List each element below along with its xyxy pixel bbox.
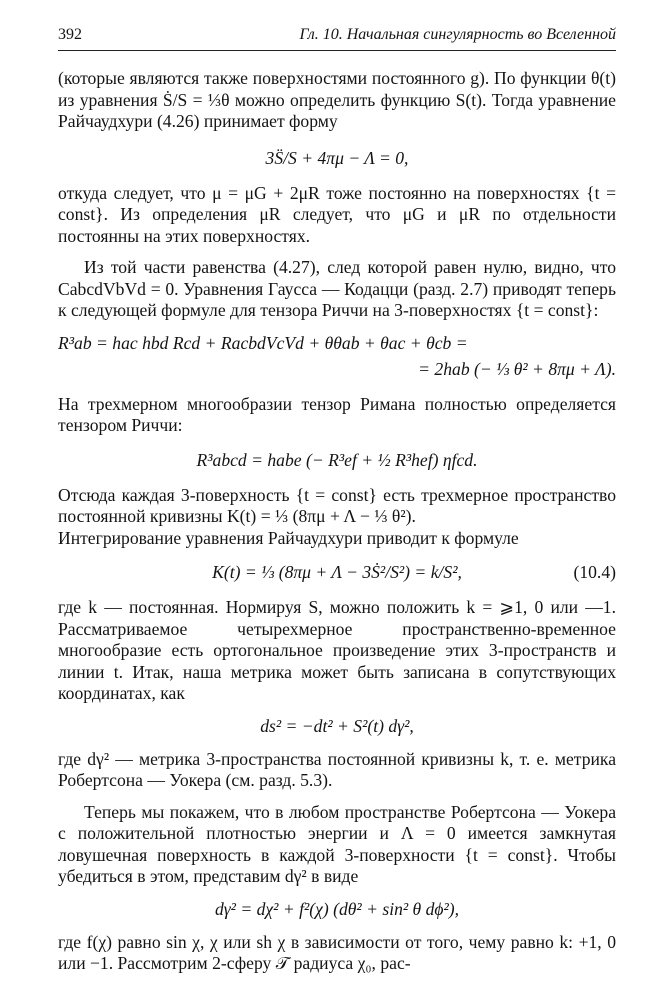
page-number: 392 xyxy=(58,26,82,43)
running-title: Гл. 10. Начальная сингулярность во Вселенной xyxy=(299,26,616,43)
paragraph-9: Теперь мы покажем, что в любом пространстве Робертсона — Уокера с положительной плотностью энергии и Λ = 0 имеется замкнутая ловушечная поверхность в каждой 3-поверхности {t = const}. Чтобы убедиться в этом, представим dγ² в виде xyxy=(58,801,616,886)
paragraph-3: Из той части равенства (4.27), след которой равен нулю, видно, что CabcdVbVd = 0. Уравнения Гаусса — Кодацци (разд. 2.7) приводят теперь к следующей формуле для тензора Риччи на 3-поверхностях {t = const}: xyxy=(58,257,616,320)
paragraph-8: где dγ² — метрика 3-пространства постоянной кривизны k, т. е. метрика Робертсона — Уокера (см. разд. 5.3). xyxy=(58,748,616,790)
paragraph-7: где k — постоянная. Нормируя S, можно положить k = ⩾1, 0 или —1. Рассматриваемое четырехмерное пространственно-временное многообразие есть ортогональное произведение этих 3-пространств и линии t. Итак, наша метрика может быть записана в сопутствующих координатах, как xyxy=(58,597,616,703)
equation-metric: ds² = −dt² + S²(t) dγ², xyxy=(260,715,414,736)
paragraph-6: Интегрирование уравнения Райчаудхури приводит к формуле xyxy=(58,527,519,548)
paragraph-1: (которые являются также поверхностями постоянного g). По функции θ(t) из уравнения Ṡ/S = ⅓θ можно определить функцию S(t). Тогда уравнение Райчаудхури (4.26) принимает форму xyxy=(58,68,616,131)
equation-ricci-line-1: R³ab = hac hbd Rcd + RacbdVcVd + θθab + θac + θcb = xyxy=(58,332,468,353)
equation-number: (10.4) xyxy=(573,562,616,582)
header-rule xyxy=(58,50,616,51)
paragraph-5: Отсюда каждая 3-поверхность {t = const} есть трехмерное пространство постоянной кривизны K(t) = ⅓ (8πμ + Λ − ⅓ θ²). xyxy=(58,484,616,526)
book-page xyxy=(58,26,616,975)
equation-ricci-line-2: = 2hab (− ⅓ θ² + 8πμ + Λ). xyxy=(418,358,616,379)
equation-10-4-body: K(t) = ⅓ (8πμ + Λ − 3Ṡ²/S²) = k/S², xyxy=(212,562,462,582)
paragraph-2: откуда следует, что μ = μG + 2μR тоже постоянно на поверхностях {t = const}. Из определения μR следует, что μG и μR по отдельности постоянны на этих поверхностях. xyxy=(58,182,616,246)
equation-10-4 xyxy=(58,561,616,583)
equation-riemann: R³abcd = habe (− R³ef + ½ R³hef) ηfcd. xyxy=(196,449,478,470)
paragraph-4: На трехмерном многообразии тензор Римана полностью определяется тензором Риччи: xyxy=(58,393,616,435)
paragraph-10: где f(χ) равно sin χ, χ или sh χ в зависимости от того, чему равно k: +1, 0 или −1. Рассмотрим 2-сферу 𝒯 радиуса χ₀, рас- xyxy=(58,931,616,973)
equation-3-metric: dγ² = dχ² + f²(χ) (dθ² + sin² θ dϕ²), xyxy=(214,898,460,919)
page-header xyxy=(58,26,616,52)
equation-raychaudhuri: 3S̈/S + 4πμ − Λ = 0, xyxy=(265,147,409,168)
